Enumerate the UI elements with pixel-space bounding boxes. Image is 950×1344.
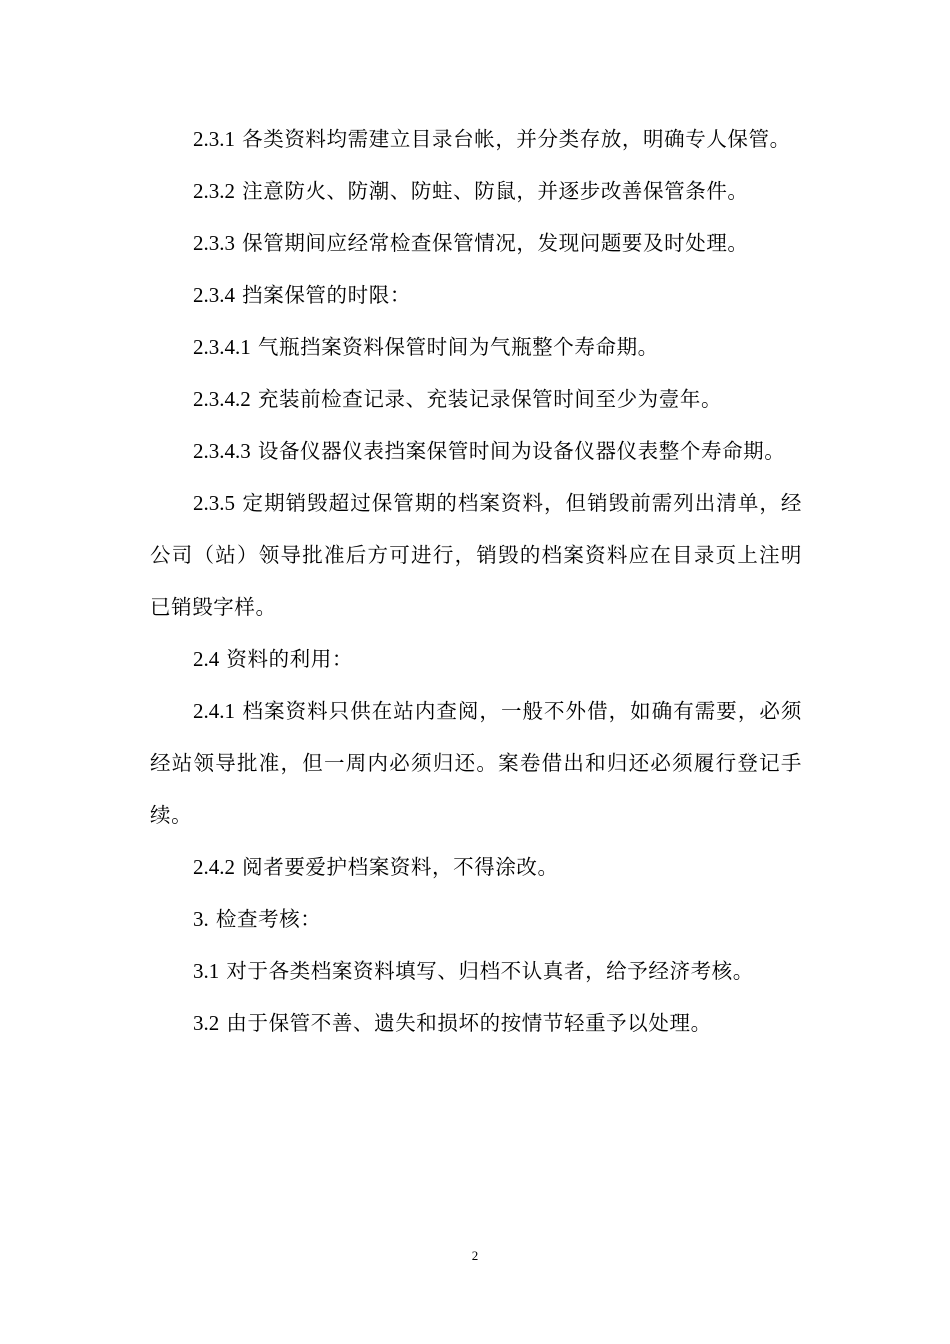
- paragraph-2-4-1: [150, 685, 802, 841]
- paragraph-2-3-2: [150, 165, 802, 217]
- section-number: 2.3.4.3: [193, 439, 251, 463]
- paragraph-2-3-4-3: [150, 425, 802, 477]
- paragraph-text: 资料的利用：: [219, 647, 353, 671]
- paragraph-text: 定期销毁超过保管期的档案资料，但销毁前需列出清单，经公司（站）领导批准后方可进行，销毁的档案资料应在目录页上注明已销毁字样。: [150, 491, 802, 619]
- paragraph-text: 各类资料均需建立目录台帐，并分类存放，明确专人保管。: [235, 127, 791, 151]
- paragraph-2-3-1: [150, 113, 802, 165]
- section-number: 3.: [193, 907, 209, 931]
- paragraph-2-4: [150, 633, 802, 685]
- paragraph-2-3-4-2: [150, 373, 802, 425]
- paragraph-text: 注意防火、防潮、防蛀、防鼠，并逐步改善保管条件。: [235, 179, 749, 203]
- section-number: 2.4: [193, 647, 220, 671]
- paragraph-text: 由于保管不善、遗失和损坏的按情节轻重予以处理。: [219, 1011, 712, 1035]
- section-number: 2.4.1: [193, 699, 235, 723]
- section-number: 2.3.2: [193, 179, 235, 203]
- paragraph-text: 对于各类档案资料填写、归档不认真者，给予经济考核。: [219, 959, 754, 983]
- section-number: 2.3.4.2: [193, 387, 251, 411]
- page-number: 2: [471, 1248, 479, 1263]
- paragraph-2-3-5: [150, 477, 802, 633]
- document-body: [150, 113, 802, 1049]
- paragraph-2-3-3: [150, 217, 802, 269]
- paragraph-text: 挡案保管的时限：: [235, 283, 411, 307]
- section-number: 3.1: [193, 959, 220, 983]
- paragraph-text: 设备仪器仪表挡案保管时间为设备仪器仪表整个寿命期。: [250, 439, 786, 463]
- section-number: 2.3.4.1: [193, 335, 251, 359]
- section-number: 2.3.4: [193, 283, 235, 307]
- paragraph-text: 充装前检查记录、充装记录保管时间至少为壹年。: [250, 387, 723, 411]
- paragraph-text: 档案资料只供在站内查阅，一般不外借，如确有需要，必须经站领导批准，但一周内必须归还。案卷借出和归还必须履行登记手续。: [150, 699, 802, 827]
- paragraph-2-4-2: [150, 841, 802, 893]
- paragraph-text: 检查考核：: [208, 907, 322, 931]
- section-number: 2.3.3: [193, 231, 235, 255]
- paragraph-text: 保管期间应经常检查保管情况，发现问题要及时处理。: [235, 231, 749, 255]
- section-number: 3.2: [193, 1011, 220, 1035]
- paragraph-text: 气瓶挡案资料保管时间为气瓶整个寿命期。: [250, 335, 659, 359]
- paragraph-3-1: [150, 945, 802, 997]
- paragraph-2-3-4-1: [150, 321, 802, 373]
- paragraph-3-2: [150, 997, 802, 1049]
- section-number: 2.4.2: [193, 855, 235, 879]
- section-number: 2.3.1: [193, 127, 235, 151]
- paragraph-3: [150, 893, 802, 945]
- section-number: 2.3.5: [193, 491, 235, 515]
- paragraph-2-3-4: [150, 269, 802, 321]
- paragraph-text: 阅者要爱护档案资料，不得涂改。: [235, 855, 559, 879]
